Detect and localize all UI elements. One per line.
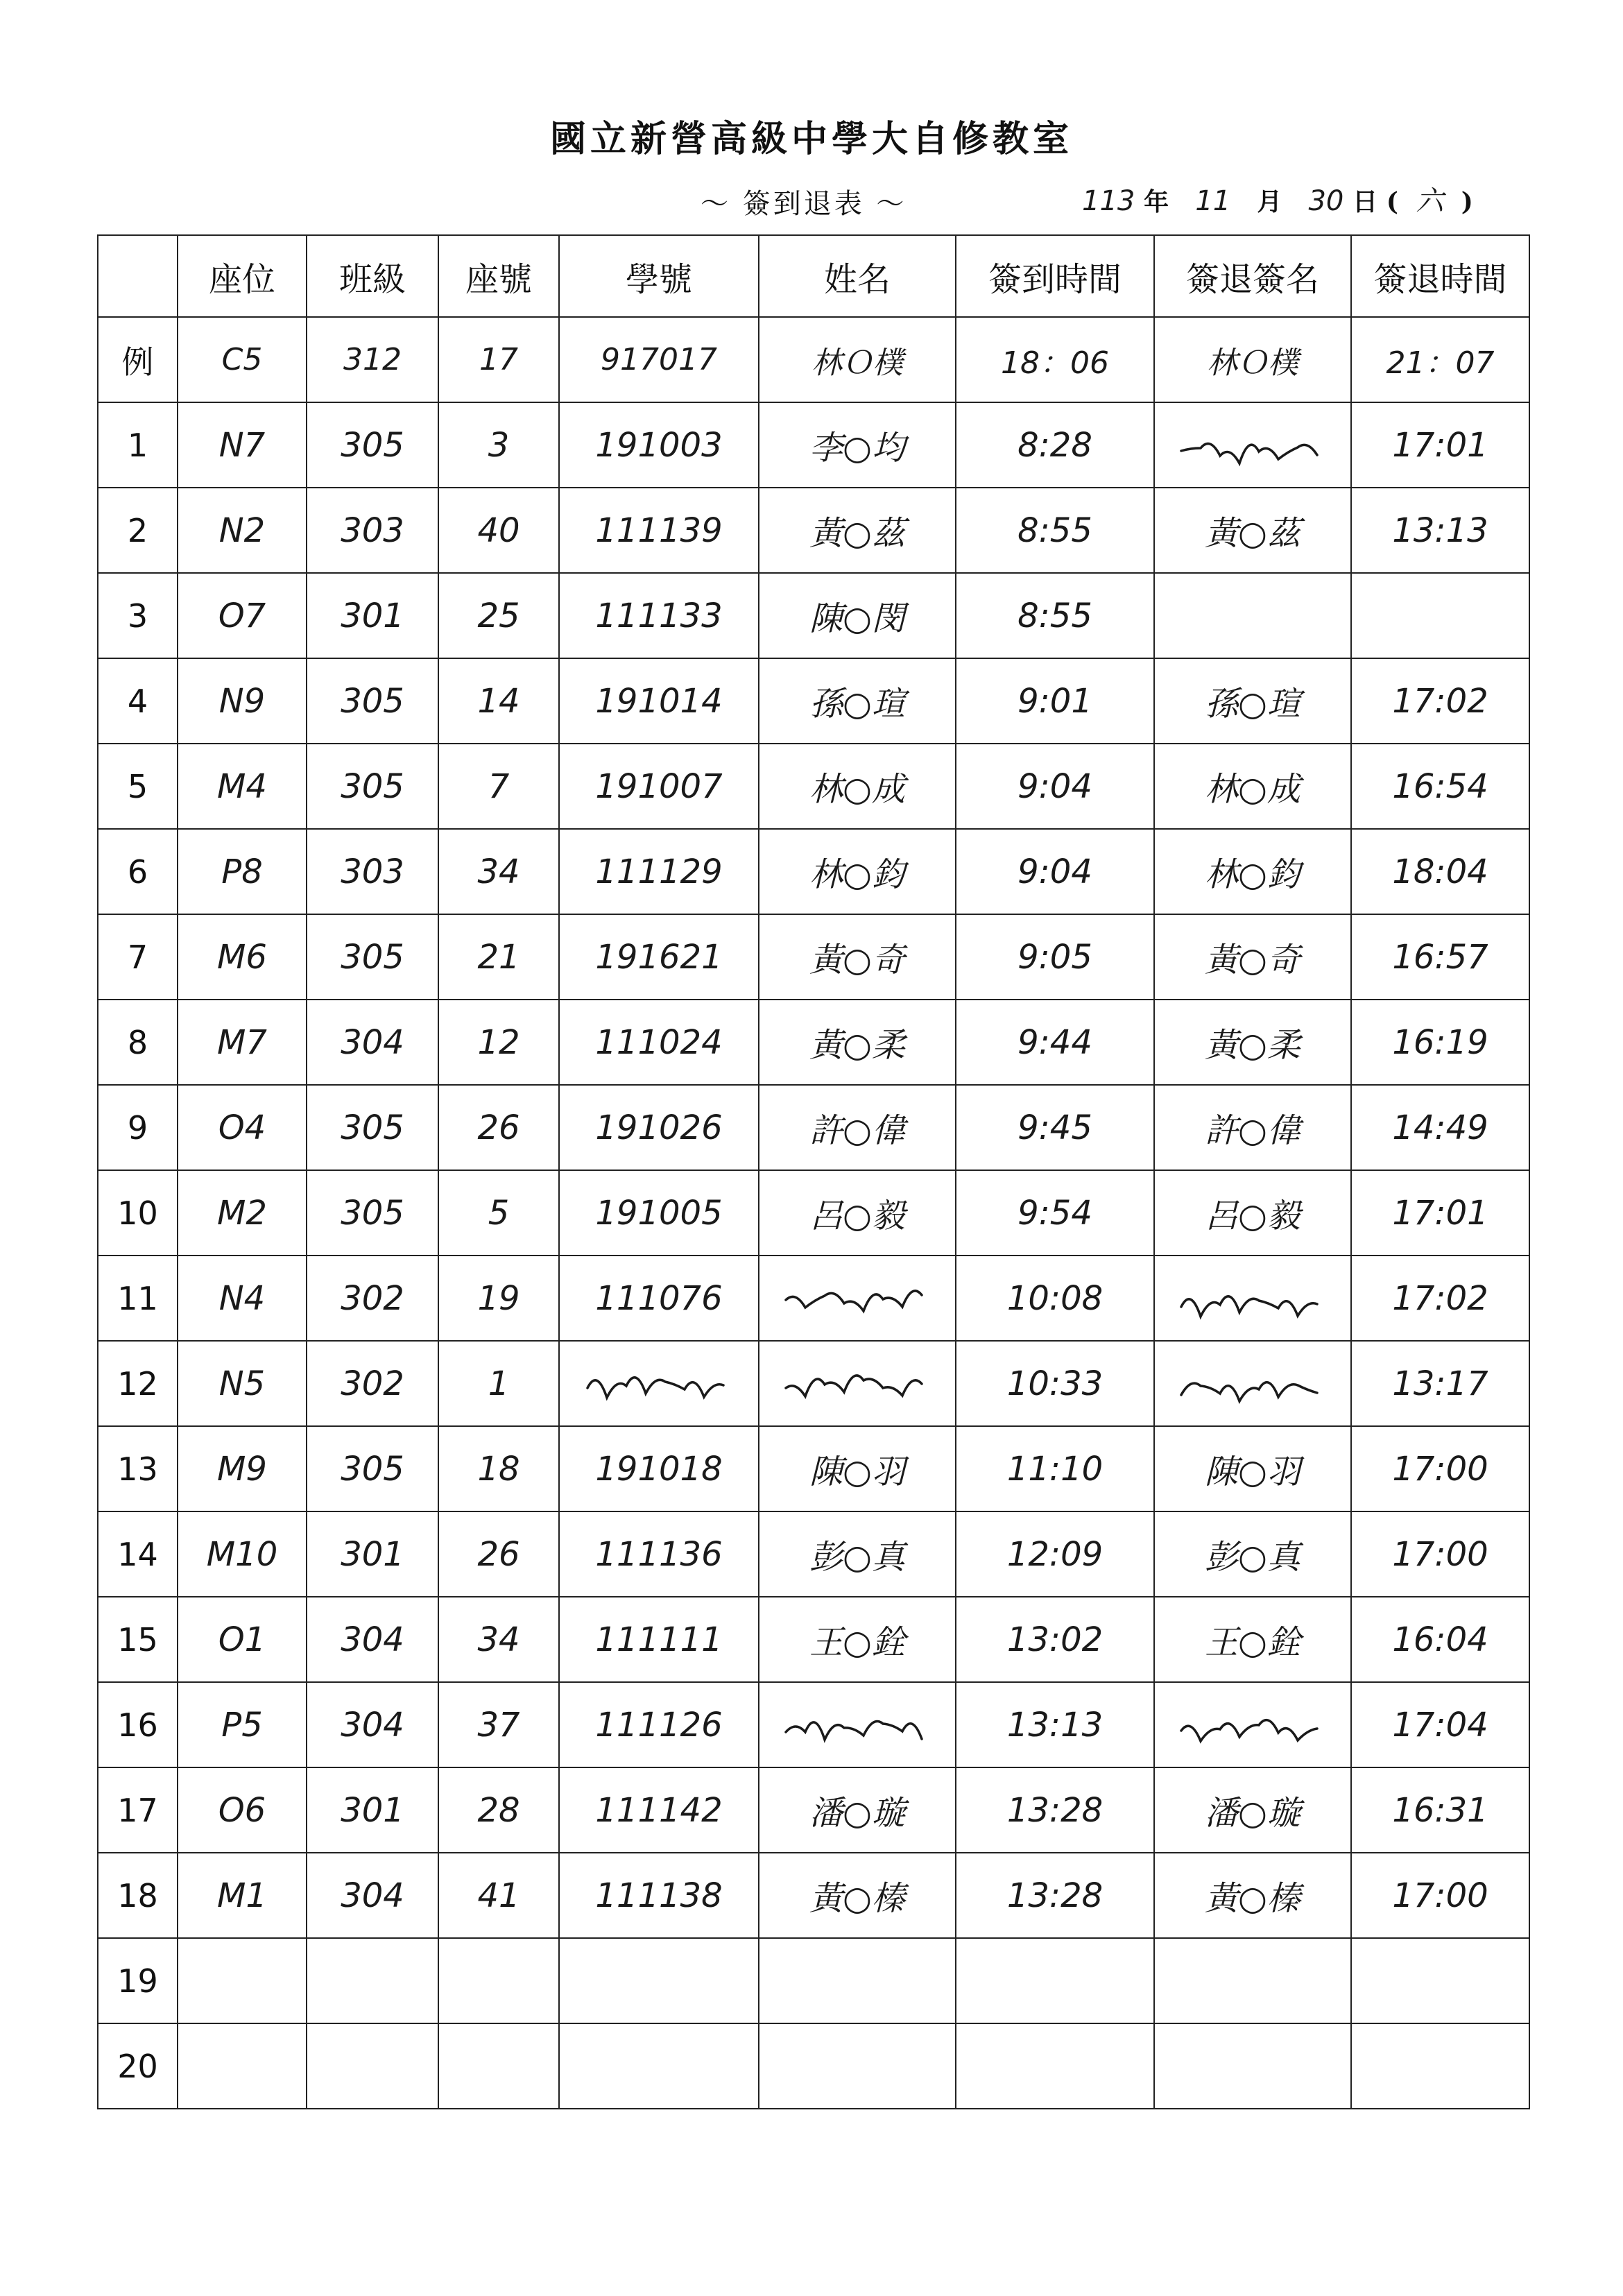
- cell-number: 14: [438, 658, 559, 744]
- cell-checkin: 10:33: [956, 1341, 1154, 1426]
- cell-signout-signature: [1154, 402, 1351, 488]
- cell-checkout: 21：07: [1351, 317, 1529, 402]
- table-row: [98, 488, 1529, 573]
- cell-seat: M9: [178, 1426, 307, 1511]
- date-weekday: 六: [1416, 185, 1444, 217]
- signature-scribble: [778, 1267, 937, 1322]
- row-label: 10: [98, 1170, 178, 1256]
- cell-student-id: 111138: [559, 1853, 759, 1938]
- col-header-class: 班級: [307, 235, 438, 317]
- cell-name: [759, 1682, 956, 1767]
- row-label: 12: [98, 1341, 178, 1426]
- cell-number: 3: [438, 402, 559, 488]
- cell-class: 305: [307, 658, 438, 744]
- col-header-index: [98, 235, 178, 317]
- table-row: [98, 1256, 1529, 1341]
- table-row: [98, 573, 1529, 658]
- cell-checkin: 10:08: [956, 1256, 1154, 1341]
- cell-number: 18: [438, 1426, 559, 1511]
- row-label: 19: [98, 1938, 178, 2023]
- table-row: [98, 1938, 1529, 2023]
- cell-number: 26: [438, 1511, 559, 1597]
- cell-signout-signature: 黃○奇: [1154, 914, 1351, 1000]
- row-label: 14: [98, 1511, 178, 1597]
- cell-student-id: 111142: [559, 1767, 759, 1853]
- table-row: [98, 744, 1529, 829]
- cell-signout-signature: 潘○璇: [1154, 1767, 1351, 1853]
- cell-number: 37: [438, 1682, 559, 1767]
- cell-number: 1: [438, 1341, 559, 1426]
- cell-checkin: 9:44: [956, 1000, 1154, 1085]
- cell-name: 黃○奇: [759, 914, 956, 1000]
- cell-checkout: [1351, 2023, 1529, 2109]
- cell-checkin: 9:04: [956, 829, 1154, 914]
- cell-checkout: 17:04: [1351, 1682, 1529, 1767]
- row-label: 4: [98, 658, 178, 744]
- cell-name: 許○偉: [759, 1085, 956, 1170]
- cell-signout-signature: 王○銓: [1154, 1597, 1351, 1682]
- cell-class: 301: [307, 573, 438, 658]
- cell-seat: O1: [178, 1597, 307, 1682]
- cell-class: [307, 1938, 438, 2023]
- cell-name: 潘○璇: [759, 1767, 956, 1853]
- cell-checkout: 16:54: [1351, 744, 1529, 829]
- date-close-paren: ): [1461, 187, 1473, 216]
- row-label: 6: [98, 829, 178, 914]
- table-row: [98, 1682, 1529, 1767]
- col-header-name: 姓名: [759, 235, 956, 317]
- cell-seat: [178, 1938, 307, 2023]
- cell-name: 林○鈞: [759, 829, 956, 914]
- cell-checkout: 17:01: [1351, 1170, 1529, 1256]
- cell-class: 305: [307, 1426, 438, 1511]
- signature-scribble: [1173, 1356, 1332, 1412]
- col-header-checkin: 簽到時間: [956, 235, 1154, 317]
- cell-name: [759, 2023, 956, 2109]
- row-label: 3: [98, 573, 178, 658]
- cell-student-id: 191005: [559, 1170, 759, 1256]
- row-label: 8: [98, 1000, 178, 1085]
- signature-scribble: [1173, 1697, 1332, 1753]
- cell-checkout: 13:13: [1351, 488, 1529, 573]
- cell-class: 301: [307, 1767, 438, 1853]
- row-label: 9: [98, 1085, 178, 1170]
- cell-class: 303: [307, 488, 438, 573]
- row-label: 1: [98, 402, 178, 488]
- cell-checkin: 9:54: [956, 1170, 1154, 1256]
- cell-signout-signature: [1154, 573, 1351, 658]
- cell-name: 李○均: [759, 402, 956, 488]
- cell-name: 呂○毅: [759, 1170, 956, 1256]
- table-row: [98, 1853, 1529, 1938]
- cell-number: 25: [438, 573, 559, 658]
- cell-signout-signature: [1154, 1341, 1351, 1426]
- signature-scribble: [778, 1352, 937, 1407]
- table-row: [98, 1767, 1529, 1853]
- cell-number: [438, 1938, 559, 2023]
- cell-signout-signature: 許○偉: [1154, 1085, 1351, 1170]
- cell-signout-signature: 孫○瑄: [1154, 658, 1351, 744]
- table-row: [98, 2023, 1529, 2109]
- cell-checkin: 9:05: [956, 914, 1154, 1000]
- row-label: 20: [98, 2023, 178, 2109]
- cell-number: 12: [438, 1000, 559, 1085]
- cell-name: 王○銓: [759, 1597, 956, 1682]
- cell-student-id: 191018: [559, 1426, 759, 1511]
- cell-checkout: 13:17: [1351, 1341, 1529, 1426]
- cell-name: [759, 1341, 956, 1426]
- cell-seat: N5: [178, 1341, 307, 1426]
- cell-number: 40: [438, 488, 559, 573]
- cell-checkin: 13:28: [956, 1853, 1154, 1938]
- cell-student-id: 111129: [559, 829, 759, 914]
- cell-class: 301: [307, 1511, 438, 1597]
- row-label: 5: [98, 744, 178, 829]
- row-label: 13: [98, 1426, 178, 1511]
- cell-class: 304: [307, 1853, 438, 1938]
- cell-class: [307, 2023, 438, 2109]
- row-label: 18: [98, 1853, 178, 1938]
- cell-student-id: 111139: [559, 488, 759, 573]
- cell-seat: O6: [178, 1767, 307, 1853]
- cell-seat: N7: [178, 402, 307, 488]
- cell-name: 孫○瑄: [759, 658, 956, 744]
- cell-number: 26: [438, 1085, 559, 1170]
- date-month: 11: [1195, 185, 1231, 217]
- col-header-student-id: 學號: [559, 235, 759, 317]
- table-row: [98, 1000, 1529, 1085]
- cell-student-id: 191026: [559, 1085, 759, 1170]
- cell-checkin: 12:09: [956, 1511, 1154, 1597]
- example-row: [98, 317, 1529, 402]
- table-row: [98, 1085, 1529, 1170]
- cell-signout-signature: 黃○茲: [1154, 488, 1351, 573]
- cell-seat: M4: [178, 744, 307, 829]
- cell-checkout: 16:57: [1351, 914, 1529, 1000]
- cell-seat: M7: [178, 1000, 307, 1085]
- date-day: 30: [1308, 185, 1344, 217]
- cell-checkout: 16:31: [1351, 1767, 1529, 1853]
- cell-signout-signature: 呂○毅: [1154, 1170, 1351, 1256]
- cell-checkout: 17:01: [1351, 402, 1529, 488]
- cell-class: 305: [307, 402, 438, 488]
- page-title: 國立新營高級中學大自修教室: [549, 118, 1073, 160]
- signature-scribble: [579, 1352, 739, 1407]
- cell-checkin: 13:02: [956, 1597, 1154, 1682]
- cell-seat: M6: [178, 914, 307, 1000]
- row-label: 16: [98, 1682, 178, 1767]
- cell-checkin: 9:01: [956, 658, 1154, 744]
- cell-checkin: 8:55: [956, 488, 1154, 573]
- cell-name: [759, 1938, 956, 2023]
- cell-signout-signature: 彭○真: [1154, 1511, 1351, 1597]
- cell-name: 林Ｏ樸: [759, 317, 956, 402]
- cell-checkout: 16:04: [1351, 1597, 1529, 1682]
- col-header-signout-sig: 簽退簽名: [1154, 235, 1351, 317]
- cell-signout-signature: [1154, 1682, 1351, 1767]
- cell-checkout: 18:04: [1351, 829, 1529, 914]
- cell-checkout: [1351, 1938, 1529, 2023]
- signature-scribble: [778, 1693, 937, 1749]
- signin-table: [97, 234, 1530, 2109]
- cell-checkout: 16:19: [1351, 1000, 1529, 1085]
- cell-student-id: [559, 1341, 759, 1426]
- col-header-checkout: 簽退時間: [1351, 235, 1529, 317]
- cell-name: 黃○柔: [759, 1000, 956, 1085]
- cell-checkout: 14:49: [1351, 1085, 1529, 1170]
- cell-checkin: 13:13: [956, 1682, 1154, 1767]
- cell-checkout: 17:02: [1351, 1256, 1529, 1341]
- cell-signout-signature: 林Ｏ樸: [1154, 317, 1351, 402]
- row-label: 2: [98, 488, 178, 573]
- cell-checkin: 8:28: [956, 402, 1154, 488]
- cell-checkin: [956, 1938, 1154, 2023]
- cell-checkin: 11:10: [956, 1426, 1154, 1511]
- date-open-paren: (: [1386, 187, 1398, 216]
- cell-checkin: 13:28: [956, 1767, 1154, 1853]
- cell-name: 陳○閔: [759, 573, 956, 658]
- cell-student-id: 191621: [559, 914, 759, 1000]
- cell-student-id: 111111: [559, 1597, 759, 1682]
- cell-signout-signature: [1154, 1938, 1351, 2023]
- cell-signout-signature: [1154, 2023, 1351, 2109]
- col-header-seat: 座位: [178, 235, 307, 317]
- cell-signout-signature: 黃○柔: [1154, 1000, 1351, 1085]
- cell-seat: [178, 2023, 307, 2109]
- cell-checkout: 17:00: [1351, 1426, 1529, 1511]
- table-row: [98, 1597, 1529, 1682]
- cell-class: 305: [307, 1170, 438, 1256]
- cell-seat: O4: [178, 1085, 307, 1170]
- cell-seat: N4: [178, 1256, 307, 1341]
- cell-student-id: 191014: [559, 658, 759, 744]
- row-label: 17: [98, 1767, 178, 1853]
- cell-checkout: 17:00: [1351, 1511, 1529, 1597]
- cell-student-id: [559, 2023, 759, 2109]
- cell-signout-signature: 陳○羽: [1154, 1426, 1351, 1511]
- table-row: [98, 1511, 1529, 1597]
- cell-number: 19: [438, 1256, 559, 1341]
- cell-class: 305: [307, 914, 438, 1000]
- cell-student-id: 111133: [559, 573, 759, 658]
- cell-number: 28: [438, 1767, 559, 1853]
- cell-class: 304: [307, 1597, 438, 1682]
- cell-seat: N9: [178, 658, 307, 744]
- date-line: [1082, 179, 1473, 219]
- cell-checkin: [956, 2023, 1154, 2109]
- cell-name: 彭○真: [759, 1511, 956, 1597]
- cell-student-id: [559, 1938, 759, 2023]
- cell-checkin: 18：06: [956, 317, 1154, 402]
- cell-seat: M10: [178, 1511, 307, 1597]
- table-row: [98, 1426, 1529, 1511]
- cell-student-id: 191007: [559, 744, 759, 829]
- table-row: [98, 402, 1529, 488]
- cell-student-id: 111076: [559, 1256, 759, 1341]
- row-label: 7: [98, 914, 178, 1000]
- cell-seat: C5: [178, 317, 307, 402]
- cell-seat: M1: [178, 1853, 307, 1938]
- cell-class: 302: [307, 1341, 438, 1426]
- cell-number: 41: [438, 1853, 559, 1938]
- row-label: 例: [98, 317, 178, 402]
- cell-number: [438, 2023, 559, 2109]
- date-year: 113: [1082, 185, 1135, 217]
- cell-class: 303: [307, 829, 438, 914]
- cell-signout-signature: 黃○榛: [1154, 1853, 1351, 1938]
- cell-signout-signature: 林○成: [1154, 744, 1351, 829]
- table-row: [98, 829, 1529, 914]
- cell-number: 34: [438, 829, 559, 914]
- cell-checkin: 8:55: [956, 573, 1154, 658]
- table-header-row: [98, 235, 1529, 317]
- cell-name: 黃○榛: [759, 1853, 956, 1938]
- cell-signout-signature: 林○鈞: [1154, 829, 1351, 914]
- signature-scribble: [1173, 1271, 1332, 1326]
- cell-seat: O7: [178, 573, 307, 658]
- cell-checkin: 9:45: [956, 1085, 1154, 1170]
- cell-student-id: 111136: [559, 1511, 759, 1597]
- cell-name: 陳○羽: [759, 1426, 956, 1511]
- cell-seat: P5: [178, 1682, 307, 1767]
- cell-class: 304: [307, 1000, 438, 1085]
- cell-seat: M2: [178, 1170, 307, 1256]
- cell-number: 34: [438, 1597, 559, 1682]
- cell-signout-signature: [1154, 1256, 1351, 1341]
- date-month-unit: 月: [1257, 187, 1282, 216]
- cell-student-id: 917017: [559, 317, 759, 402]
- table-row: [98, 1341, 1529, 1426]
- cell-number: 7: [438, 744, 559, 829]
- cell-student-id: 191003: [559, 402, 759, 488]
- table-row: [98, 1170, 1529, 1256]
- cell-class: 305: [307, 744, 438, 829]
- cell-number: 21: [438, 914, 559, 1000]
- table-row: [98, 914, 1529, 1000]
- row-label: 11: [98, 1256, 178, 1341]
- date-year-unit: 年: [1144, 187, 1169, 216]
- signature-scribble: [1173, 418, 1332, 473]
- cell-name: [759, 1256, 956, 1341]
- cell-seat: N2: [178, 488, 307, 573]
- col-header-number: 座號: [438, 235, 559, 317]
- cell-checkout: 17:02: [1351, 658, 1529, 744]
- cell-class: 305: [307, 1085, 438, 1170]
- cell-checkout: [1351, 573, 1529, 658]
- cell-name: 黃○茲: [759, 488, 956, 573]
- cell-seat: P8: [178, 829, 307, 914]
- page-subtitle: ～ 簽到退表 ～: [701, 188, 907, 220]
- cell-class: 312: [307, 317, 438, 402]
- cell-name: 林○成: [759, 744, 956, 829]
- cell-class: 302: [307, 1256, 438, 1341]
- cell-checkout: 17:00: [1351, 1853, 1529, 1938]
- table-row: [98, 658, 1529, 744]
- cell-class: 304: [307, 1682, 438, 1767]
- row-label: 15: [98, 1597, 178, 1682]
- date-day-unit: 日: [1352, 187, 1378, 216]
- cell-student-id: 111126: [559, 1682, 759, 1767]
- cell-number: 17: [438, 317, 559, 402]
- cell-student-id: 111024: [559, 1000, 759, 1085]
- cell-checkin: 9:04: [956, 744, 1154, 829]
- cell-number: 5: [438, 1170, 559, 1256]
